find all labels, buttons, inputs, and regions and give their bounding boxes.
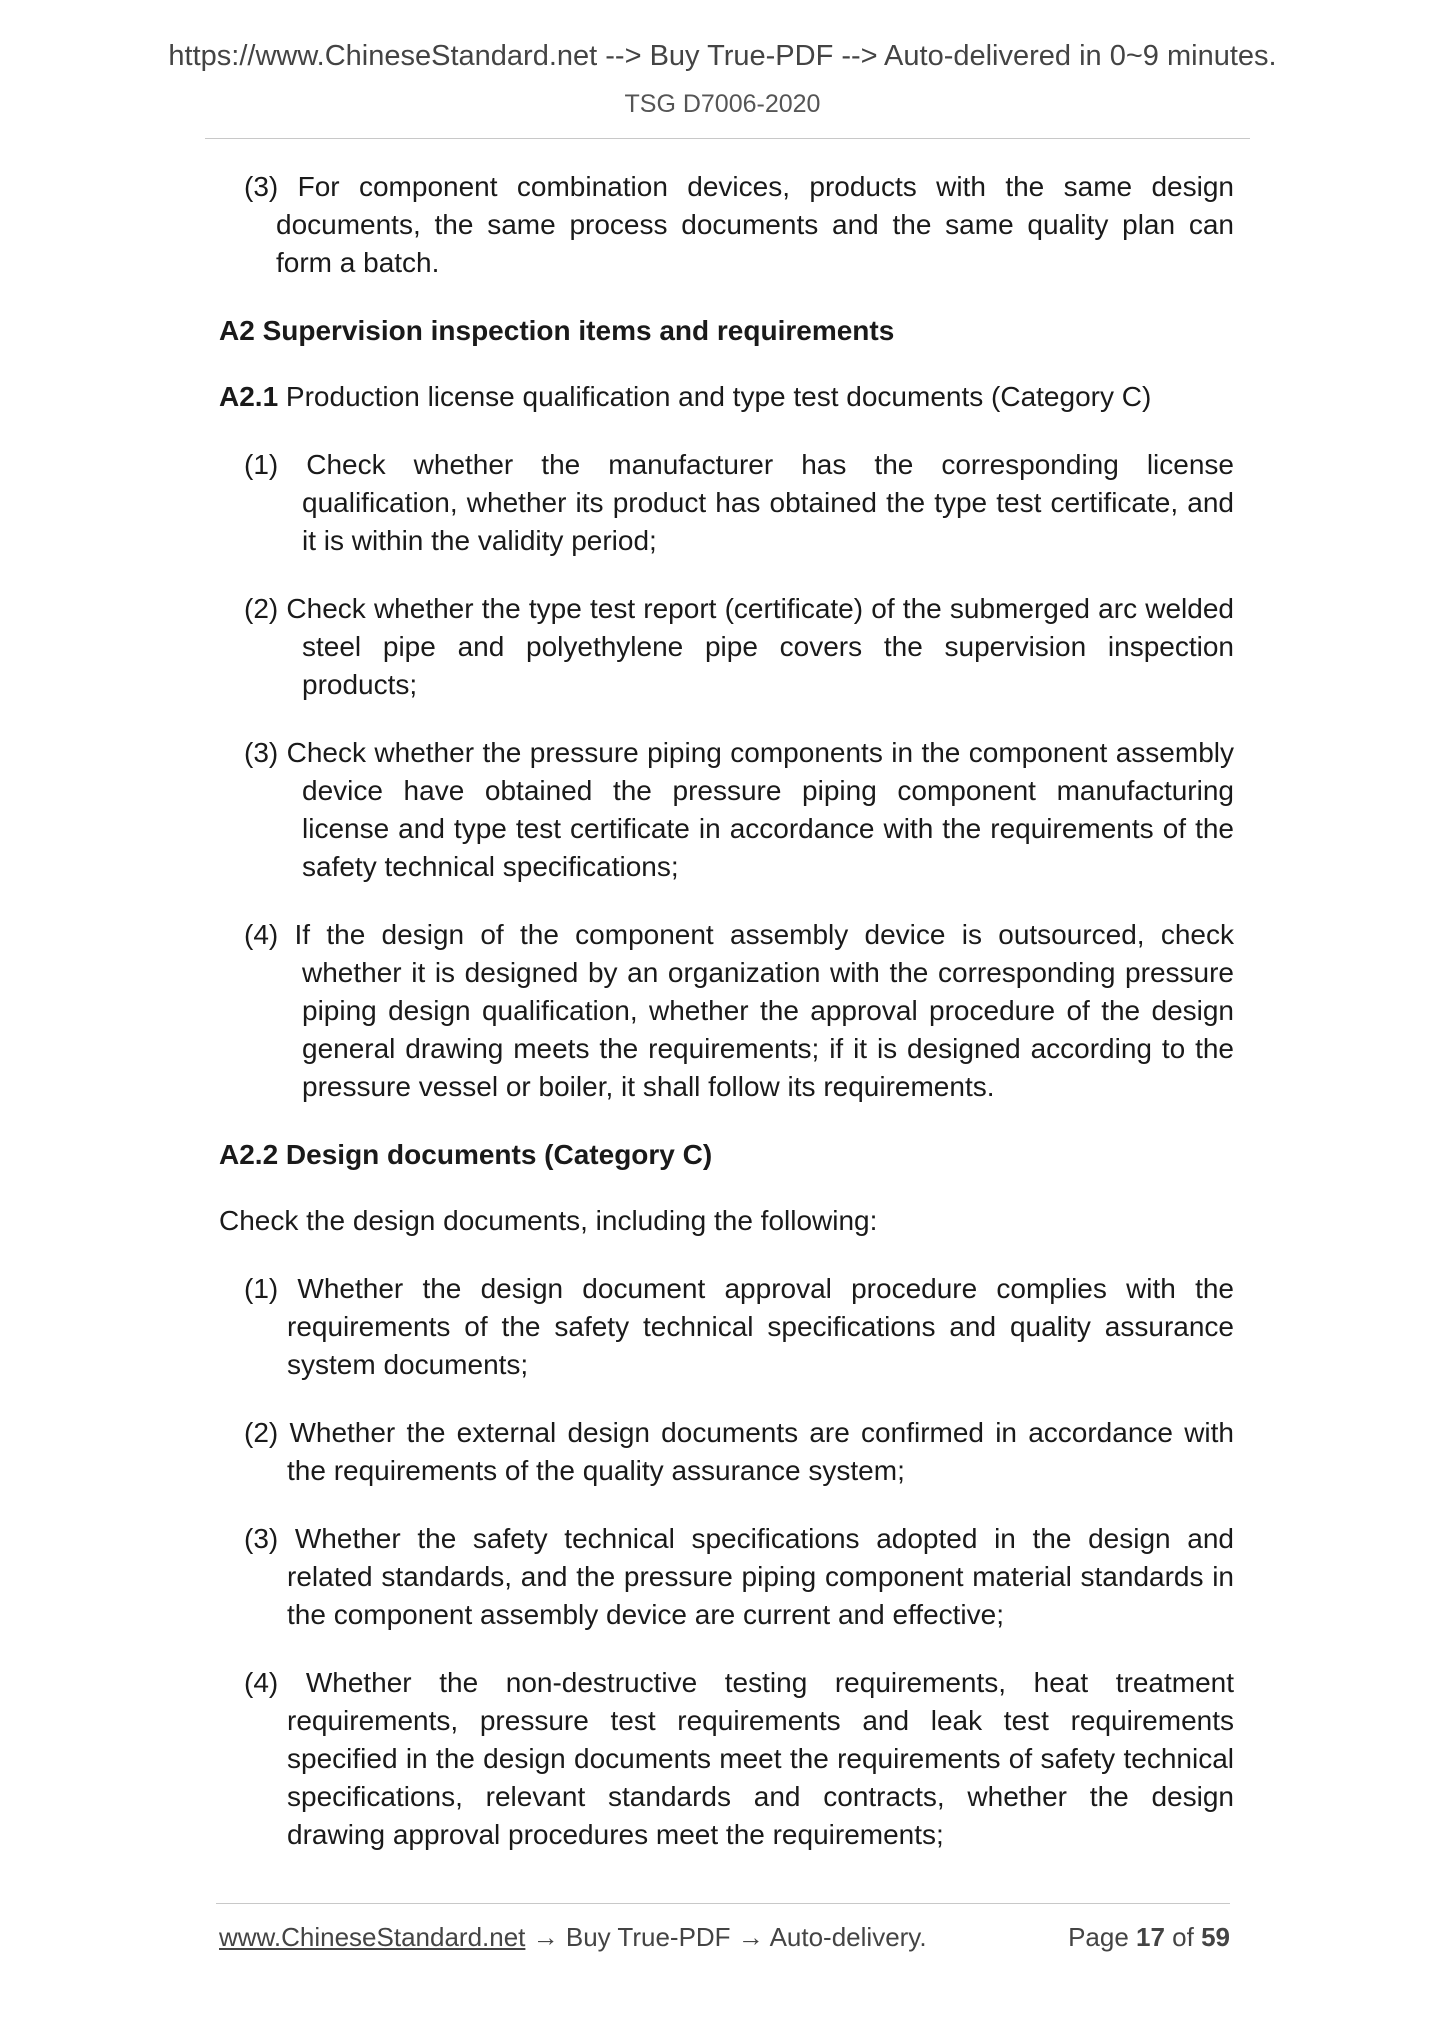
a22-lead-text: Check the design documents, including the following: <box>219 1205 878 1236</box>
header-divider <box>205 138 1250 139</box>
section-heading-a2: A2 Supervision inspection items and requirements <box>219 315 895 346</box>
a22-list-item: (2) Whether the external design documents are confirmed in accordance with the requirements of the quality assurance system; <box>244 1417 1234 1486</box>
total-pages: 59 <box>1201 1922 1230 1952</box>
header-url-line: https://www.ChineseStandard.net --> Buy True-PDF --> Auto-delivered in 0~9 minutes. <box>168 40 1277 72</box>
a22-list-item: (1) Whether the design document approval procedure complies with the requirements of the safety technical specifications and quality assurance system documents; <box>244 1273 1234 1380</box>
a22-list-item: (4) Whether the non-destructive testing requirements, heat treatment requirements, pressure test requirements and leak test requirements specified in the design documents meet the requirements of safety technical specifications, relevant standards and contracts, whether the design drawing approval procedures meet the requirements; <box>244 1667 1234 1850</box>
a21-list-item: (3) Check whether the pressure piping components in the component assembly device have obtained the pressure piping component manufacturing license and type test certificate in accordance with the requirements of the safety technical specifications; <box>244 737 1234 882</box>
subsection-title-a21: Production license qualification and type test documents (Category C) <box>278 381 1152 412</box>
document-code: TSG D7006-2020 <box>624 90 821 118</box>
page-number <box>1068 1922 1230 1953</box>
subsection-number-a21: A2.1 <box>219 381 279 412</box>
footer-divider <box>216 1903 1230 1904</box>
a21-list-item: (1) Check whether the manufacturer has the corresponding license qualification, whether its product has obtained the type test certificate, and it is within the validity period; <box>244 449 1234 556</box>
footer-tagline: → Buy True-PDF → Auto-delivery. <box>525 1922 927 1952</box>
footer-site-link[interactable]: www.ChineseStandard.net <box>219 1922 526 1952</box>
a22-list-item: (3) Whether the safety technical specifications adopted in the design and related standards, and the pressure piping component material standards in the component assembly device are current and effective; <box>244 1523 1234 1630</box>
footer-promo <box>219 1922 927 1953</box>
intro-list-item: (3) For component combination devices, products with the same design documents, the same process documents and the same quality plan can form a batch. <box>244 171 1234 278</box>
current-page: 17 <box>1136 1922 1165 1952</box>
page-content <box>219 168 1234 1884</box>
page-of-label: of <box>1164 1922 1202 1952</box>
a21-list-item: (4) If the design of the component assembly device is outsourced, check whether it is designed by an organization with the corresponding pressure piping design qualification, whether the approval procedure of the design general drawing meets the requirements; if it is designed according to the pressure vessel or boiler, it shall follow its requirements. <box>244 919 1234 1102</box>
page-label: Page <box>1068 1922 1137 1952</box>
subsection-heading-a21 <box>219 378 1234 416</box>
a21-list-item: (2) Check whether the type test report (certificate) of the submerged arc welded steel pipe and polyethylene pipe covers the supervision inspection products; <box>244 593 1234 700</box>
subsection-heading-a22: A2.2 Design documents (Category C) <box>219 1139 713 1170</box>
